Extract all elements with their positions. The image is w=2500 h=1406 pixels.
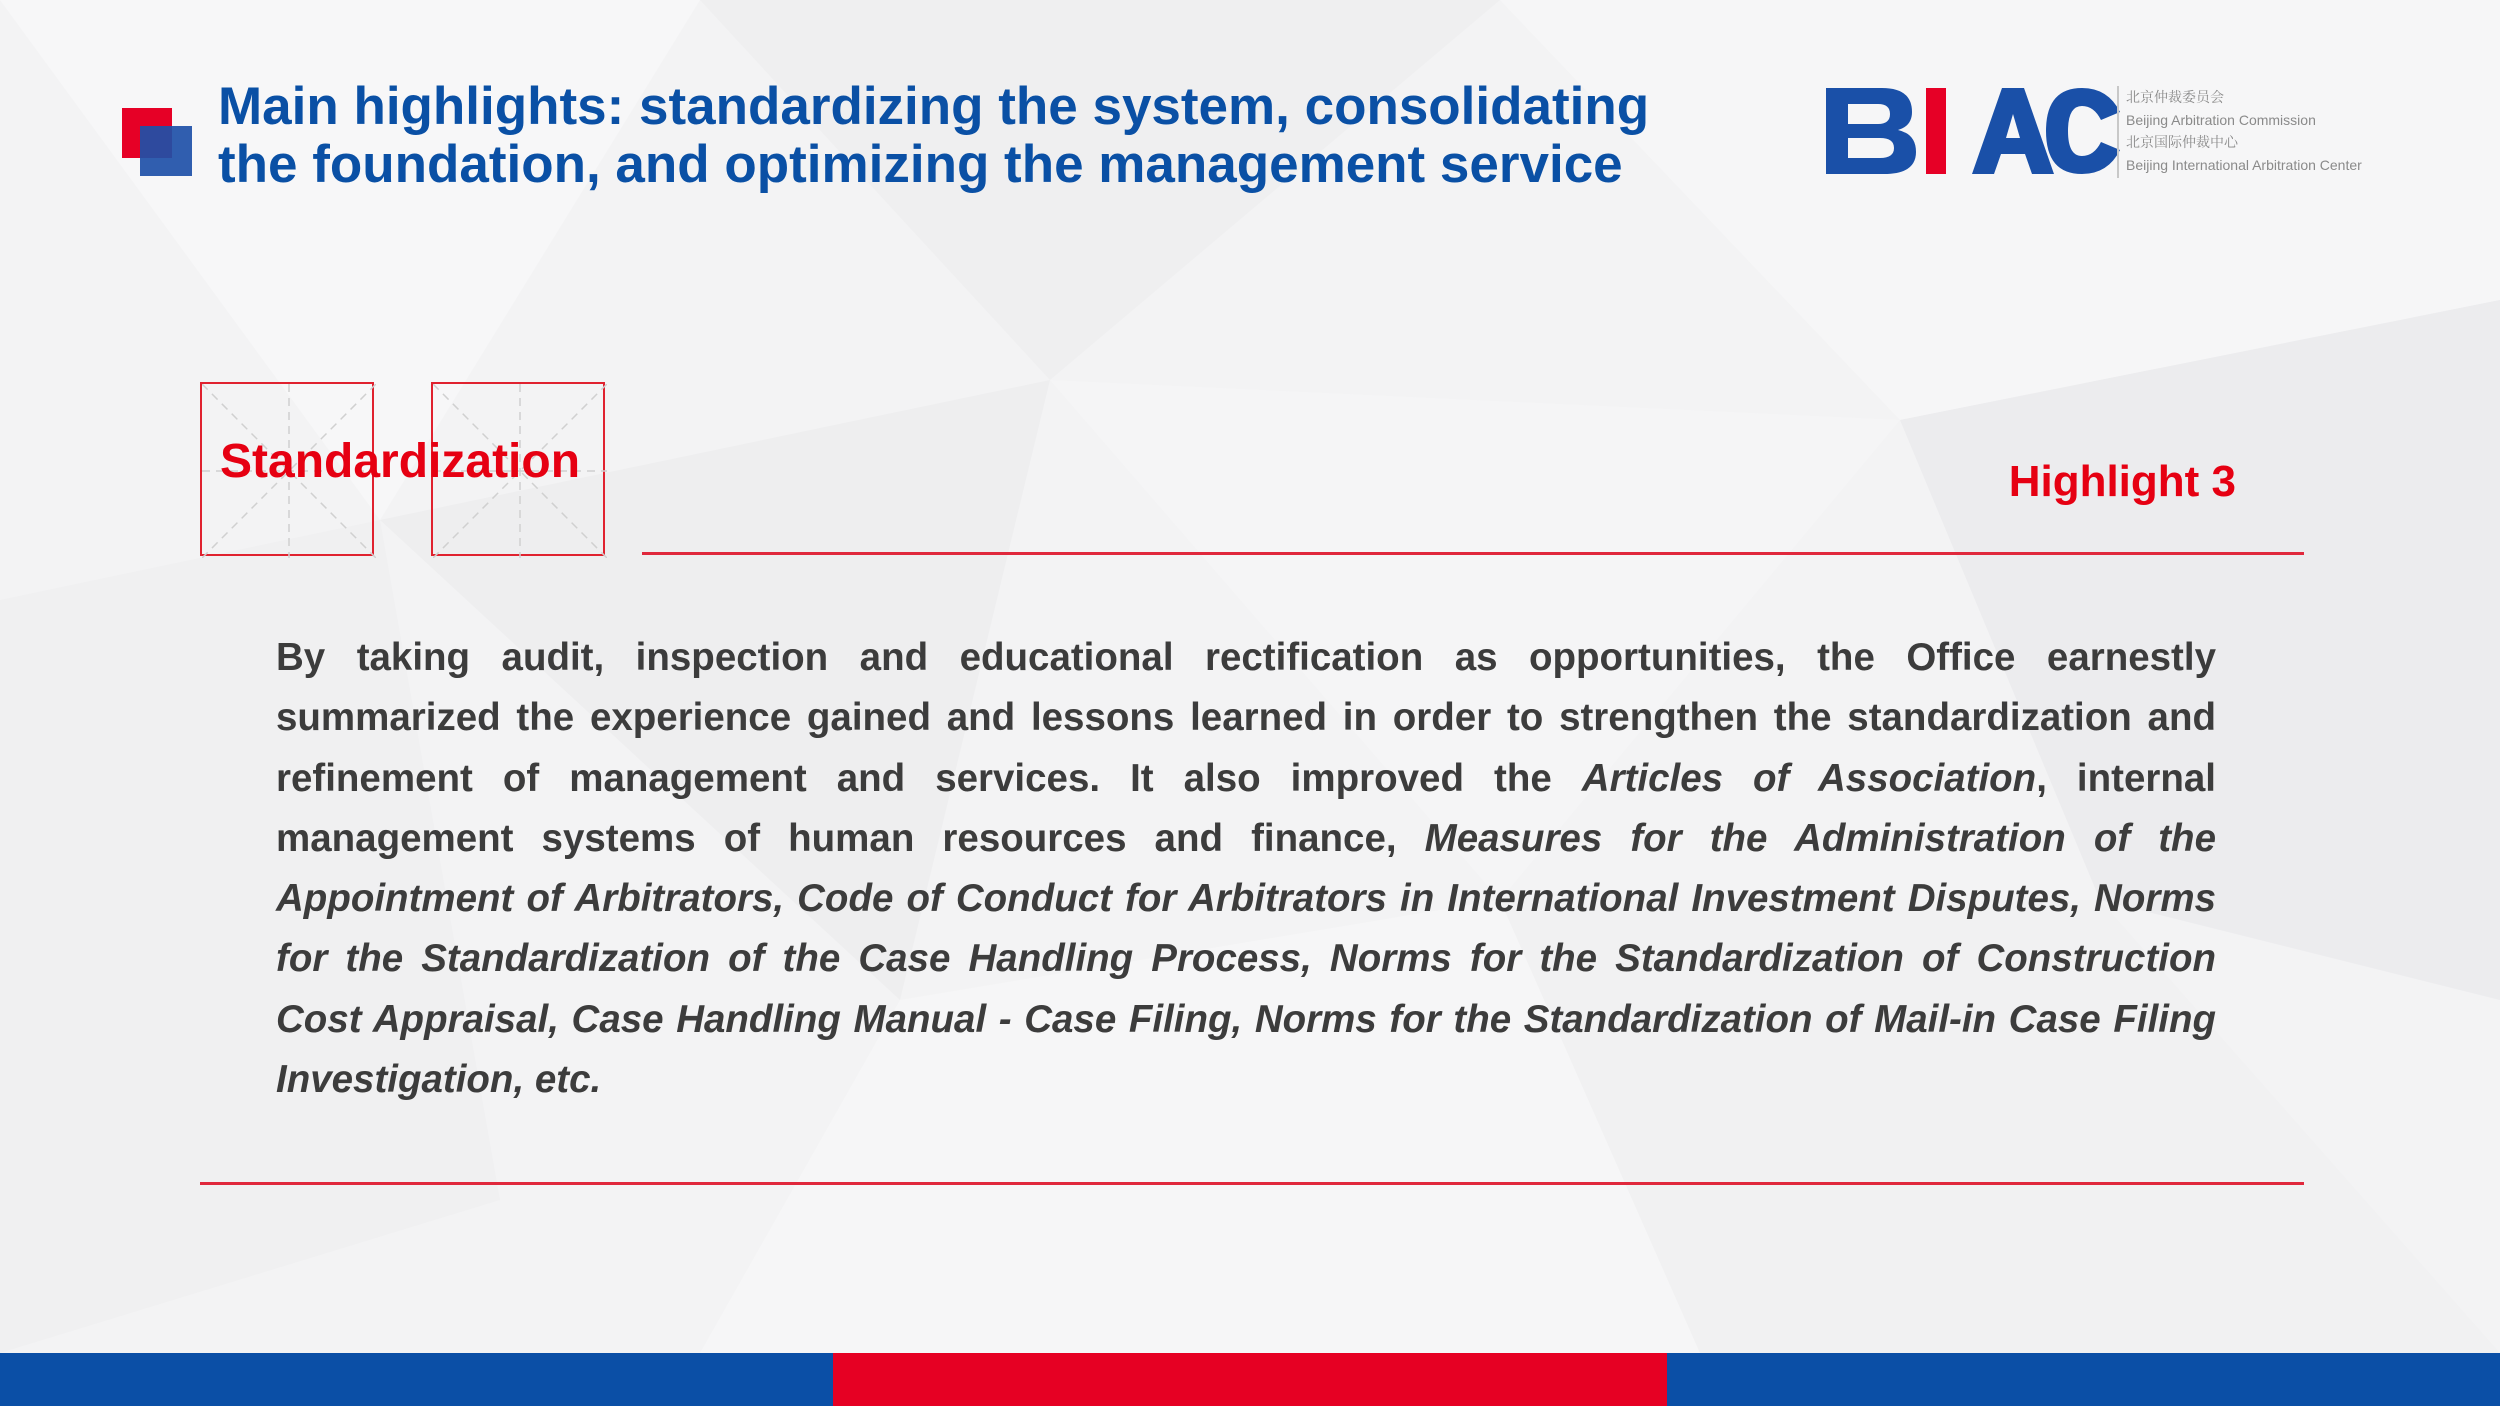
biac-logo <box>1826 82 2466 182</box>
body-paragraph <box>276 628 2216 1110</box>
divider-top <box>642 552 2304 555</box>
logo-line-en-2: Beijing International Arbitration Center <box>2126 156 2362 173</box>
page-title <box>218 78 1778 194</box>
footer-color-bar <box>0 1353 2500 1406</box>
page-title-line-1: Main highlights: standardizing the system, consolidating <box>218 77 1650 136</box>
footer-bar-red <box>833 1353 1666 1406</box>
footer-bar-blue <box>0 1353 833 1406</box>
body-italic-articles: Articles of Association <box>1581 756 2037 800</box>
footer-bar-blue <box>1667 1353 2500 1406</box>
body-text-intro: By taking audit, inspection and educational rectification as opportunities, the Office earnestly summarized the experience gained and lessons learned in order to strengthen the standardization and refinement of management and services. It also improved the <box>276 636 2216 800</box>
page-title-line-2: the foundation, and optimizing the management service <box>218 135 1623 194</box>
body-italic-documents: Measures for the Administration of the Appointment of Arbitrators, Code of Conduct for Arbitrators in International Investment Disputes, Norms for the Standardization of the Case Handling Process, Norms for the Standardization of Construction Cost Appraisal, Case Handling Manual - Case Filing, Norms for the Standardization of Mail-in Case Filing Investigation, etc. <box>276 816 2216 1102</box>
divider-bottom <box>200 1182 2304 1185</box>
logo-line-cn-2: 北京国际仲裁中心 <box>2126 134 2238 150</box>
biac-logo-mark <box>1826 82 2126 182</box>
highlight-number: Highlight 3 <box>2008 457 2236 506</box>
title-bullet-icon <box>122 108 192 176</box>
logo-caption <box>2126 86 2362 176</box>
logo-line-cn-1: 北京仲裁委员会 <box>2126 89 2224 105</box>
logo-line-en-1: Beijing Arbitration Commission <box>2126 111 2316 128</box>
section-heading: Standardization <box>220 435 581 488</box>
body-text-middle: , internal management systems of human resources and finance, <box>276 756 2216 860</box>
